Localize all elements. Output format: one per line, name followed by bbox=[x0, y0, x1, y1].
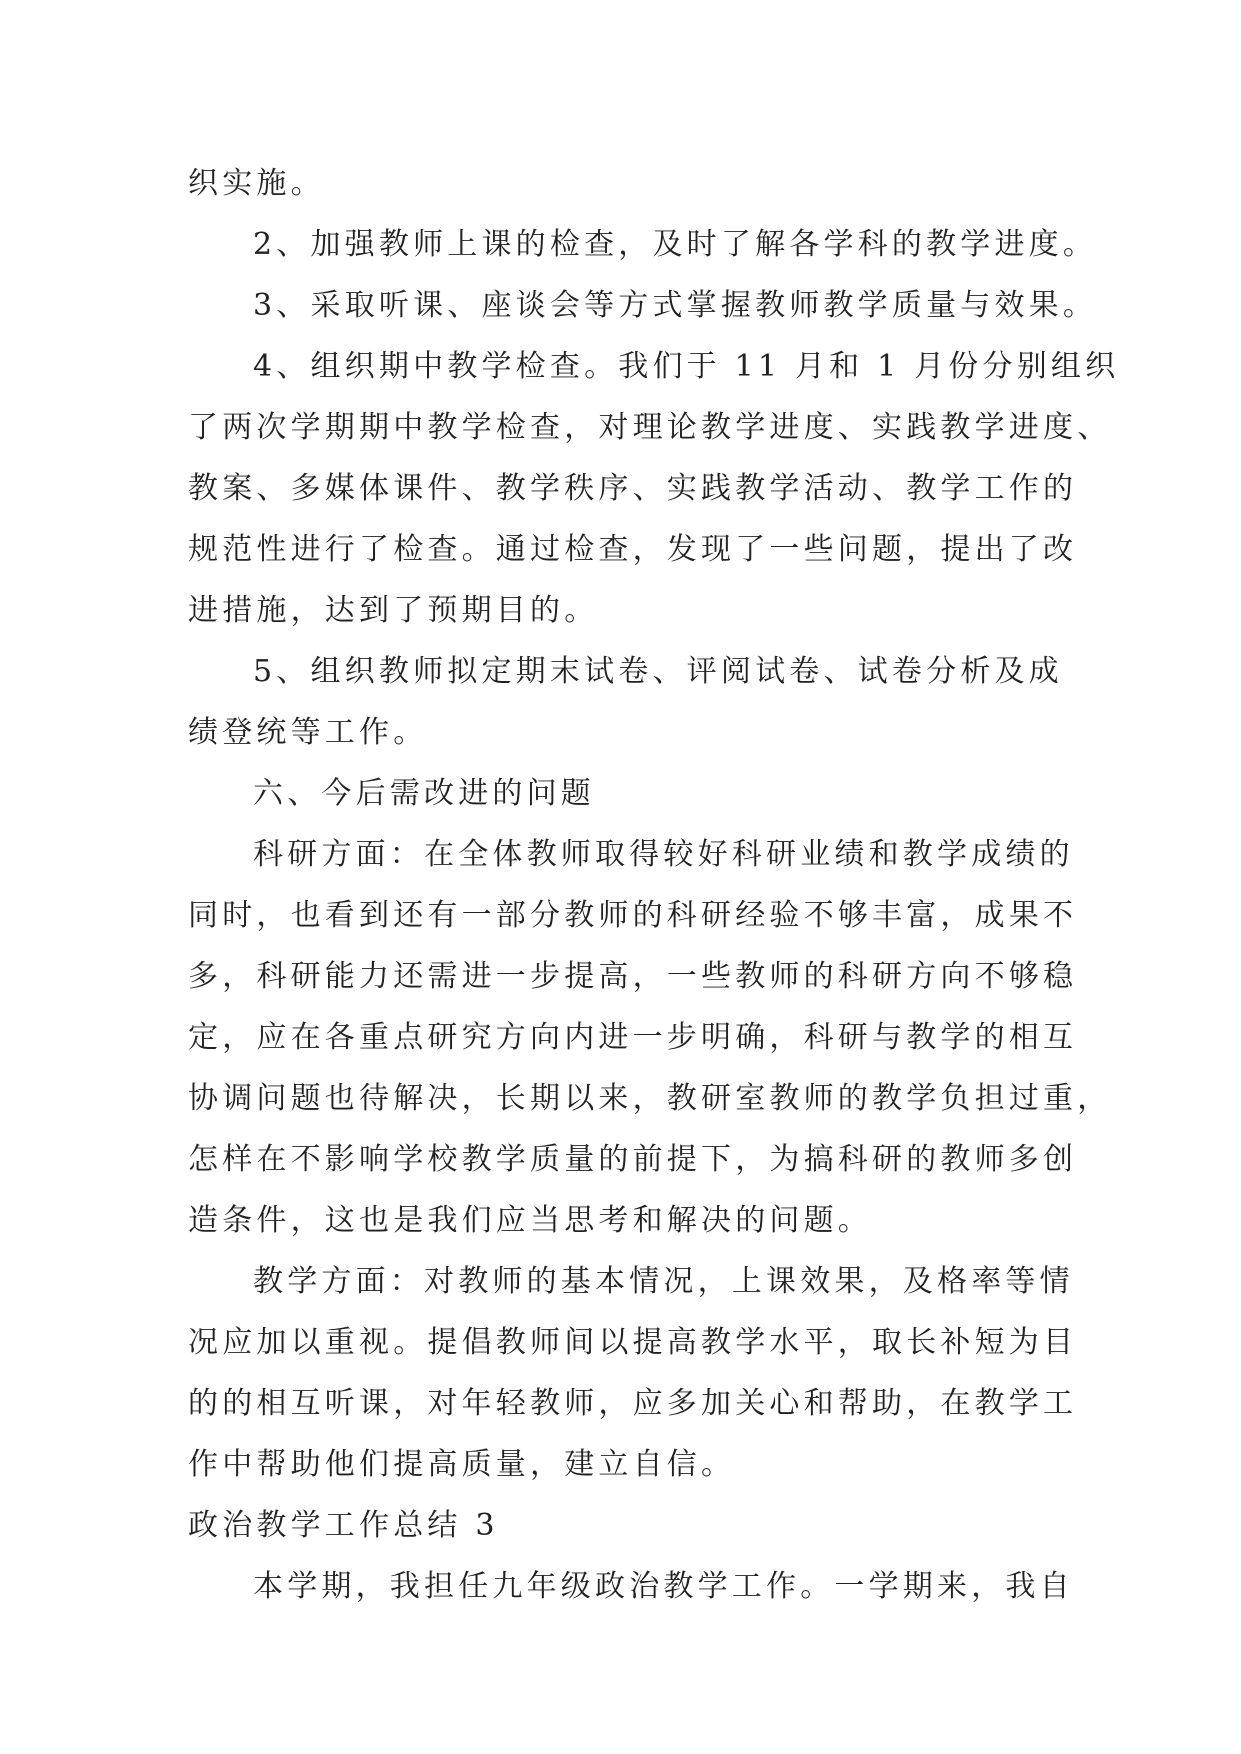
text-line: 织实施。 bbox=[188, 166, 325, 201]
text-line: 的的相互听课，对年轻教师，应多加关心和帮助，在教学工 bbox=[188, 1386, 1078, 1421]
text-line: 进措施，达到了预期目的。 bbox=[188, 593, 599, 628]
text-line: 了两次学期期中教学检查，对理论教学进度、实践教学进度、 bbox=[188, 410, 1112, 445]
text-line: 协调问题也待解决，长期以来，教研室教师的教学负担过重， bbox=[188, 1081, 1112, 1116]
text-line: 本学期，我担任九年级政治教学工作。一学期来，我自 bbox=[253, 1569, 1074, 1604]
text-line: 同时，也看到还有一部分教师的科研经验不够丰富，成果不 bbox=[188, 898, 1078, 933]
text-line: 多，科研能力还需进一步提高，一些教师的科研方向不够稳 bbox=[188, 959, 1078, 994]
text-line: 2、加强教师上课的检查，及时了解各学科的教学进度。 bbox=[253, 227, 1098, 262]
text-line: 规范性进行了检查。通过检查，发现了一些问题，提出了改 bbox=[188, 532, 1078, 567]
text-line: 4、组织期中教学检查。我们于 11 月和 1 月份分别组织 bbox=[253, 349, 1120, 384]
text-line: 作中帮助他们提高质量，建立自信。 bbox=[188, 1447, 736, 1482]
text-line: 造条件，这也是我们应当思考和解决的问题。 bbox=[188, 1203, 872, 1238]
text-line: 3、采取听课、座谈会等方式掌握教师教学质量与效果。 bbox=[253, 288, 1098, 323]
text-line: 定，应在各重点研究方向内进一步明确，科研与教学的相互 bbox=[188, 1020, 1078, 1055]
text-line: 怎样在不影响学校教学质量的前提下，为搞科研的教师多创 bbox=[188, 1142, 1078, 1177]
text-line: 绩登统等工作。 bbox=[188, 715, 428, 750]
document-title: 政治教学工作总结 3 bbox=[188, 1508, 499, 1543]
text-line: 教案、多媒体课件、教学秩序、实践教学活动、教学工作的 bbox=[188, 471, 1078, 506]
text-line: 况应加以重视。提倡教师间以提高教学水平，取长补短为目 bbox=[188, 1325, 1078, 1360]
text-line: 科研方面：在全体教师取得较好科研业绩和教学成绩的 bbox=[253, 837, 1074, 872]
section-heading: 六、今后需改进的问题 bbox=[253, 776, 595, 811]
text-line: 教学方面：对教师的基本情况，上课效果，及格率等情 bbox=[253, 1264, 1074, 1299]
text-line: 5、组织教师拟定期末试卷、评阅试卷、试卷分析及成 bbox=[253, 654, 1063, 689]
